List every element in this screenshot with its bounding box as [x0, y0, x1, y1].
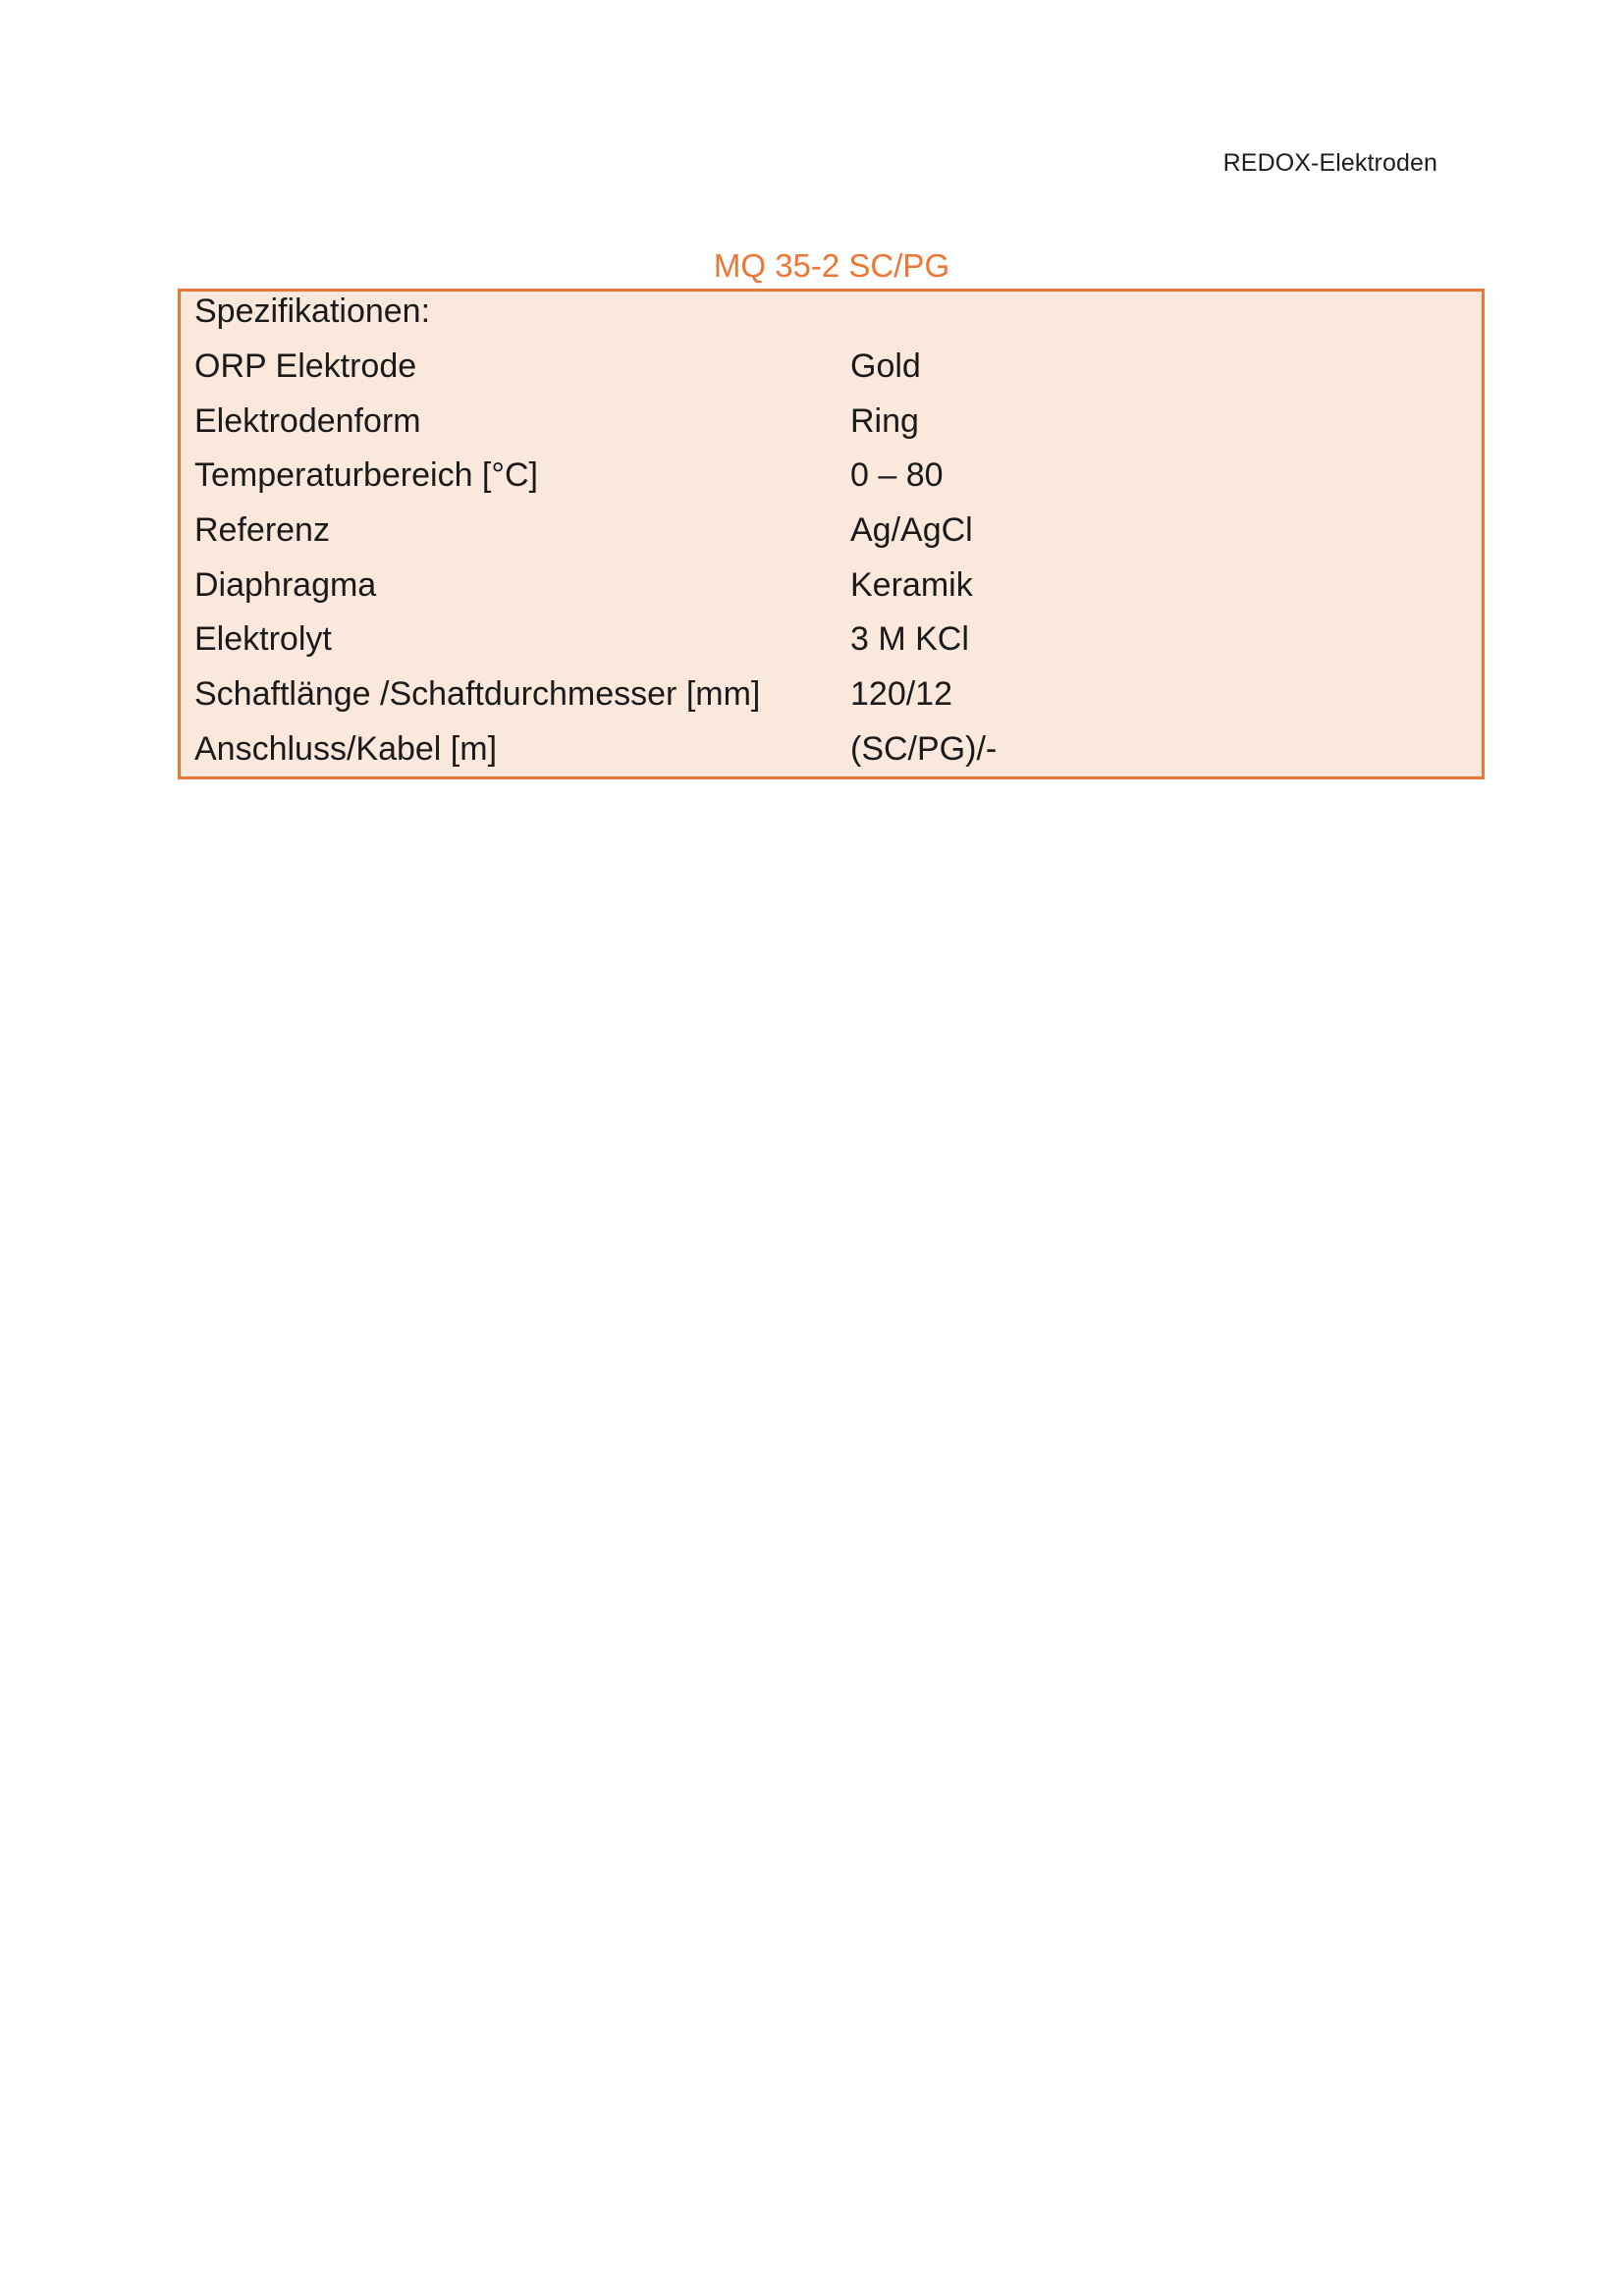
- spec-row-electrolyte: [194, 619, 1471, 674]
- spec-row-temperature-range: [194, 455, 1471, 510]
- product-title: MQ 35-2 SC/PG: [713, 247, 950, 284]
- specifications-box: [178, 289, 1485, 779]
- spec-label: Elektrolyt: [194, 620, 332, 659]
- spec-row-orp-electrode: [194, 347, 1471, 401]
- specifications-table: [194, 347, 1471, 784]
- spec-value: Keramik: [850, 565, 973, 604]
- spec-value: 3 M KCl: [850, 620, 969, 659]
- running-header: REDOX-Elektroden: [1222, 149, 1437, 177]
- spec-label: Temperaturbereich [°C]: [194, 456, 538, 495]
- spec-label: Diaphragma: [194, 565, 377, 604]
- spec-label: Anschluss/Kabel [m]: [194, 729, 498, 768]
- spec-value: Ag/AgCl: [850, 511, 973, 550]
- spec-label: Referenz: [194, 511, 330, 550]
- specifications-heading: Spezifikationen:: [194, 293, 431, 330]
- spec-row-shaft-dimensions: [194, 674, 1471, 729]
- spec-row-connection-cable: [194, 729, 1471, 784]
- spec-value: Ring: [850, 401, 919, 440]
- spec-value: 120/12: [850, 675, 952, 714]
- spec-value: Gold: [850, 347, 921, 385]
- spec-value: (SC/PG)/-: [850, 729, 998, 768]
- spec-label: Elektrodenform: [194, 401, 421, 440]
- spec-label: Schaftlänge /Schaftdurchmesser [mm]: [194, 675, 761, 714]
- spec-row-diaphragm: [194, 565, 1471, 620]
- spec-value: 0 – 80: [850, 456, 944, 495]
- spec-label: ORP Elektrode: [194, 347, 417, 385]
- spec-row-electrode-shape: [194, 401, 1471, 456]
- spec-row-reference: [194, 510, 1471, 565]
